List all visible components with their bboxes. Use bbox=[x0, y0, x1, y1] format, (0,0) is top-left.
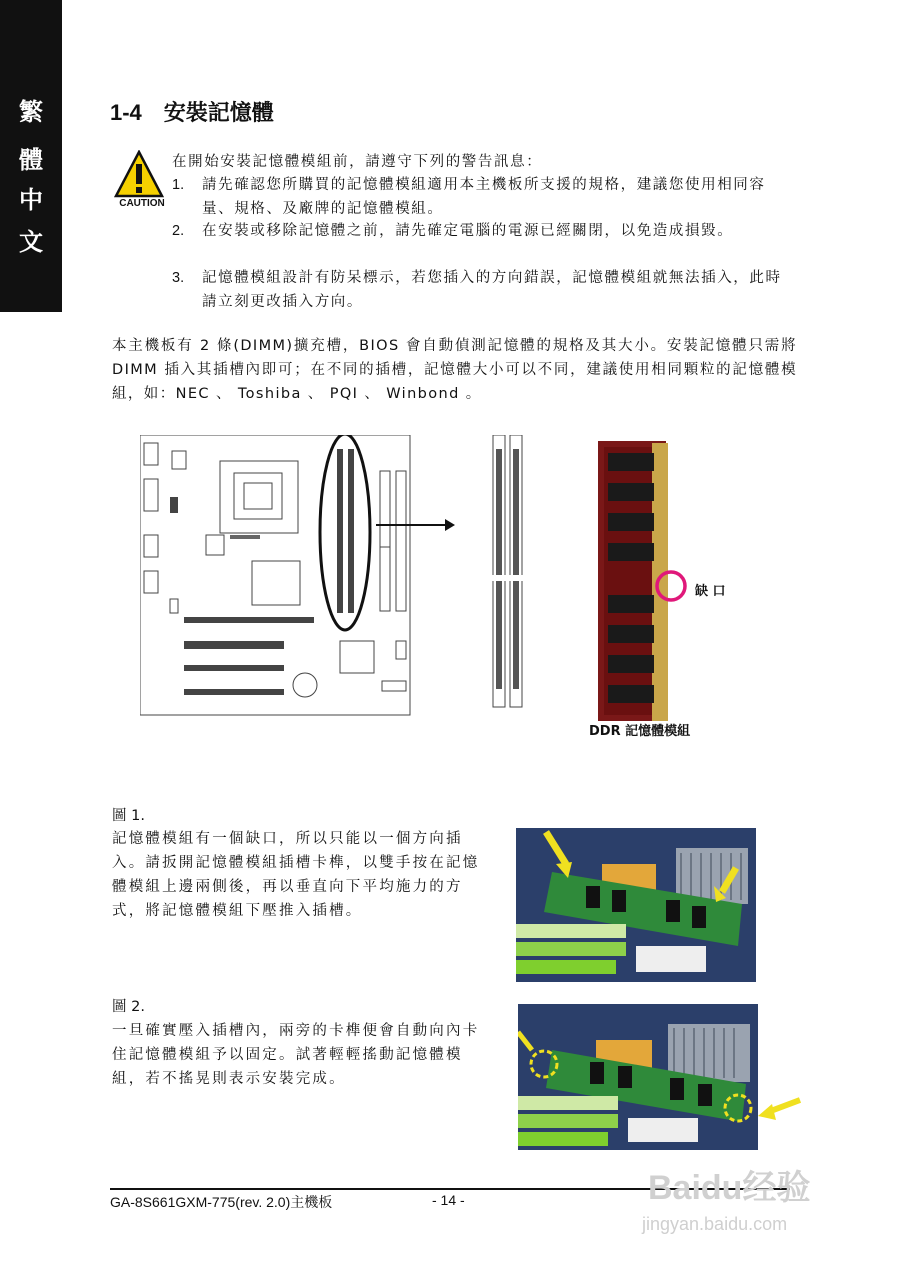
caution-item bbox=[172, 219, 792, 243]
side-tab-char: 中 bbox=[19, 185, 43, 214]
section-number: 1-4 bbox=[110, 100, 142, 125]
caution-item-text: 記憶體模組設計有防呆標示，若您插入的方向錯誤，記憶體模組就無法插入，此時請立刻更改插入方向。 bbox=[202, 270, 782, 310]
footer-model: GA-8S661GXM-775(rev. 2.0)主機板 bbox=[110, 1194, 333, 1210]
notch-label: 缺 口 bbox=[695, 584, 726, 599]
motherboard-diagram bbox=[140, 435, 740, 725]
side-tab-char: 體 bbox=[19, 145, 43, 174]
caution-item bbox=[172, 173, 792, 221]
side-tab-char: 繁 bbox=[19, 97, 43, 126]
section-title: 安裝記憶體 bbox=[163, 101, 274, 126]
caution-label: CAUTION bbox=[119, 198, 165, 209]
figure-2-photo bbox=[518, 1004, 758, 1150]
caution-item-number: 1. bbox=[172, 177, 185, 193]
caution-item-number: 3. bbox=[172, 270, 185, 286]
caution-item-number: 2. bbox=[172, 223, 185, 239]
figure-2-title: 圖 2. bbox=[112, 999, 145, 1015]
figure-1-photo bbox=[516, 828, 756, 982]
caution-item bbox=[172, 266, 792, 314]
ddr-module-label: DDR 記憶體模組 bbox=[589, 724, 691, 739]
language-side-tab bbox=[0, 0, 62, 312]
caution-intro: 在開始安裝記憶體模組前，請遵守下列的警告訊息： bbox=[172, 154, 543, 170]
figure-1-text: 記憶體模組有一個缺口，所以只能以一個方向插入。請扳開記憶體模組插槽卡榫，以雙手按在記憶體模組上邊兩側後，再以垂直向下平均施力的方式，將記憶體模組下壓推入插槽。 bbox=[112, 831, 480, 919]
watermark-brand: Baidu经验 bbox=[648, 1169, 811, 1207]
caution-item-text: 在安裝或移除記憶體之前，請先確定電腦的電源已經關閉，以免造成損毀。 bbox=[202, 223, 734, 239]
intro-paragraph: 本主機板有 2 條(DIMM)擴充槽，BIOS 會自動偵測記憶體的規格及其大小。安裝記憶體只需將 DIMM 插入其插槽內即可；在不同的插槽，記憶體大小可以不同，建議使用相同顆粒的記憶體模組，如：NEC 、 Toshiba 、 PQI 、 Winbond 。 bbox=[112, 338, 797, 402]
page-number: - 14 - bbox=[432, 1192, 465, 1208]
yellow-arrow-icon bbox=[756, 1094, 802, 1124]
watermark-url: jingyan.baidu.com bbox=[642, 1214, 788, 1234]
figure-1-title: 圖 1. bbox=[112, 808, 145, 824]
caution-item-text: 請先確認您所購買的記憶體模組適用本主機板所支援的規格，建議您使用相同容量、規格、及廠牌的記憶體模組。 bbox=[202, 177, 766, 217]
section-heading bbox=[110, 96, 274, 127]
figure-2-text: 一旦確實壓入插槽內，兩旁的卡榫便會自動向內卡住記憶體模組予以固定。試著輕輕搖動記憶體模組，若不搖晃則表示安裝完成。 bbox=[112, 1023, 480, 1087]
side-tab-char: 文 bbox=[19, 227, 43, 256]
